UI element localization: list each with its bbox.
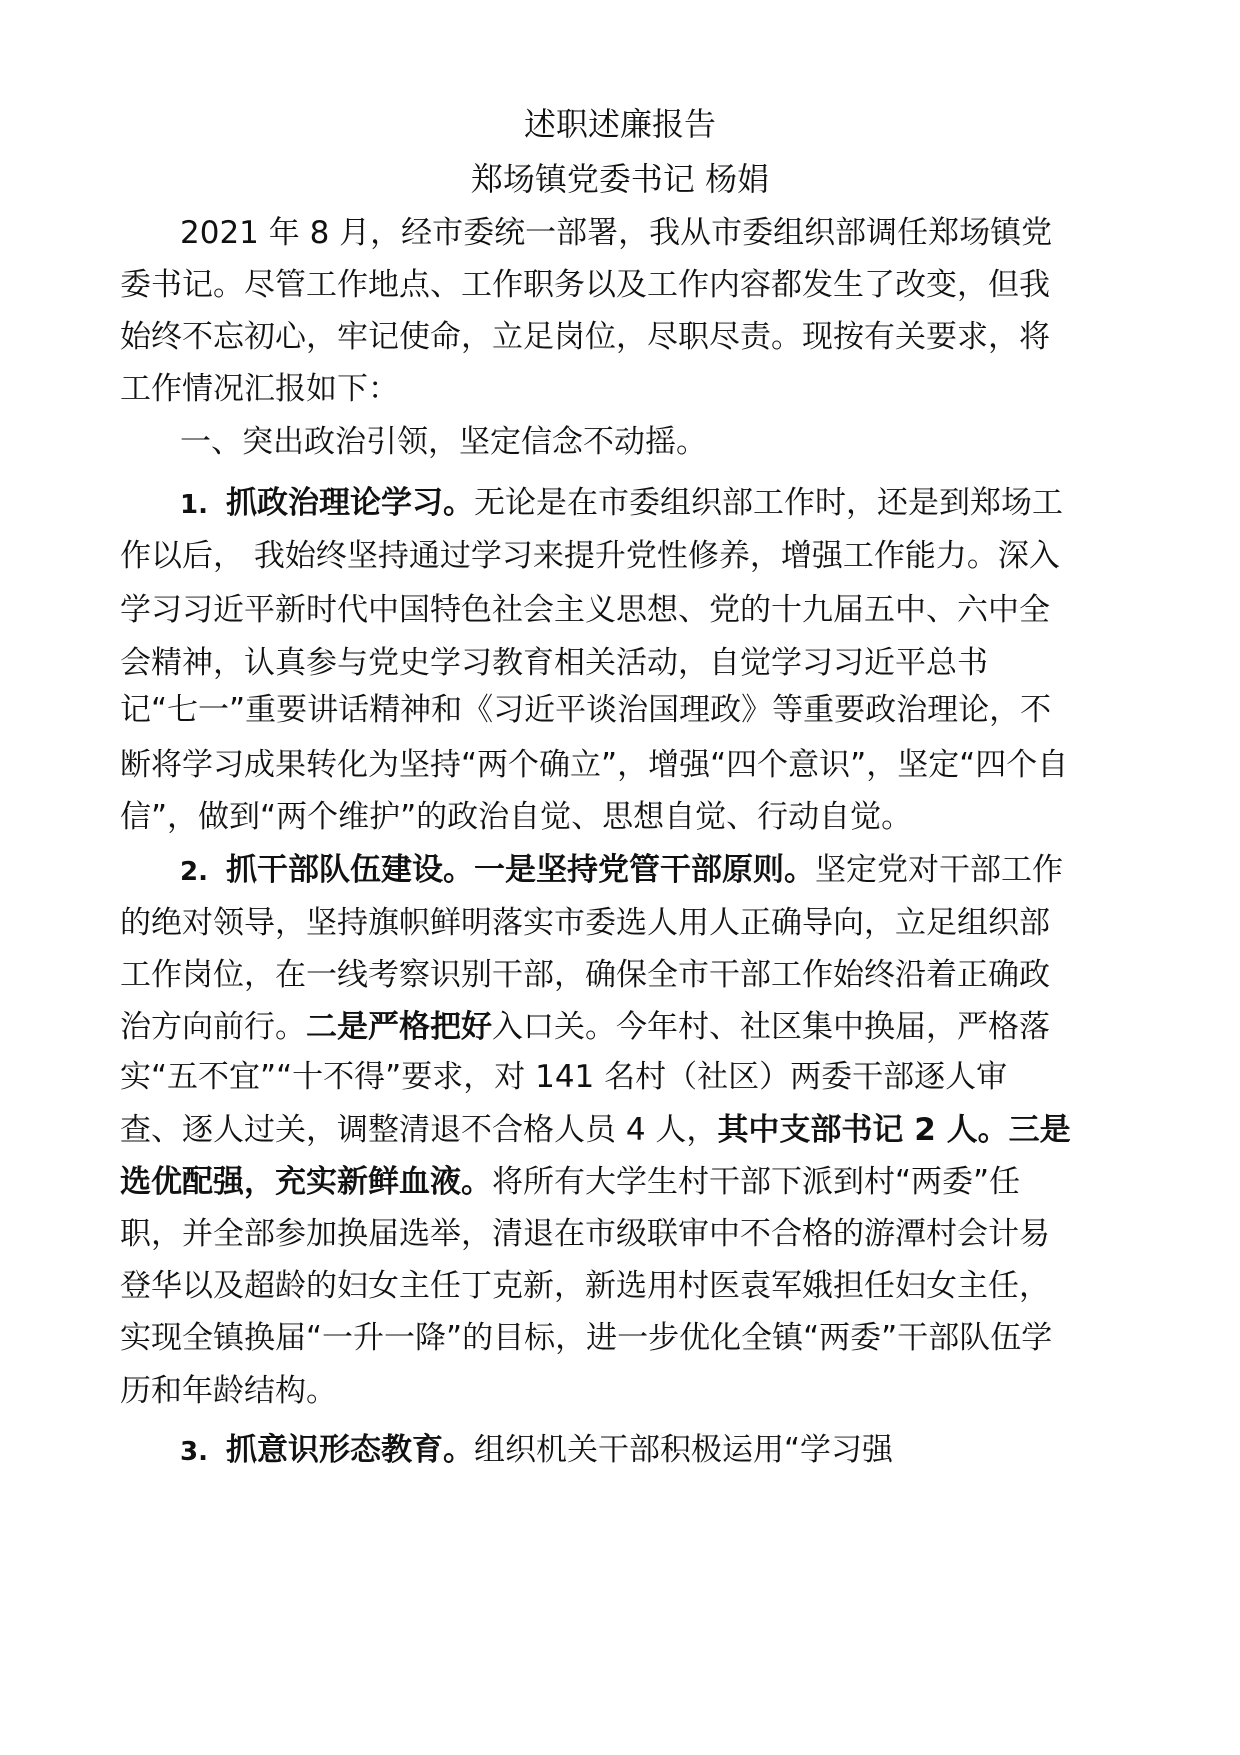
paragraph-line: 作以后， 我始终坚持通过学习来提升党性修养，增强工作能力。深入 <box>120 538 1060 574</box>
paragraph-line: 工作岗位，在一线考察识别干部，确保全市干部工作始终沿着正确政 <box>120 957 1050 993</box>
section-heading: 一、突出政治引领，坚定信念不动摇。 <box>180 424 707 460</box>
item-2-first-line <box>180 850 1063 892</box>
paragraph-line <box>120 1110 1071 1150</box>
paragraph-line <box>120 1162 1020 1202</box>
paragraph-line: 登华以及超龄的妇女主任丁克新，新选用村医袁军娥担任妇女主任， <box>120 1268 1050 1304</box>
text-run: 将所有大学生村干部下派到村“两委”任 <box>492 1164 1021 1200</box>
paragraph-line: 历和年龄结构。 <box>120 1373 337 1409</box>
paragraph-line: 记“七一”重要讲话精神和《习近平谈治国理政》等重要政治理论，不 <box>120 692 1052 728</box>
paragraph-line: 委书记。尽管工作地点、工作职务以及工作内容都发生了改变，但我 <box>120 267 1050 303</box>
item-subheading: 一是坚持党管干部原则。 <box>473 852 815 888</box>
item-number: 3. <box>180 1437 208 1467</box>
item-heading: 抓干部队伍建设。 <box>225 852 474 888</box>
paragraph-line: 信”，做到“两个维护”的政治自觉、思想自觉、行动自觉。 <box>120 799 913 835</box>
item-number: 1. <box>180 490 208 520</box>
item-heading: 抓意识形态教育。 <box>225 1432 474 1468</box>
item-1-first-line <box>180 483 1063 525</box>
bold-run: 二是严格把好 <box>306 1009 492 1045</box>
paragraph-line: 实“五不宜”“十不得”要求，对 141 名村（社区）两委干部逐人审 <box>120 1059 1008 1095</box>
paragraph-line: 学习习近平新时代中国特色社会主义思想、党的十九届五中、六中全 <box>120 592 1050 628</box>
item-3-first-line <box>180 1430 893 1472</box>
paragraph-line: 始终不忘初心，牢记使命，立足岗位，尽职尽责。现按有关要求，将 <box>120 319 1050 355</box>
paragraph-line: 的绝对领导，坚持旗帜鲜明落实市委选人用人正确导向，立足组织部 <box>120 905 1050 941</box>
item-text: 组织机关干部积极运用“学习强 <box>473 1432 894 1468</box>
text-run: 入口关。今年村、社区集中换届，严格落 <box>492 1009 1050 1045</box>
paragraph-line: 实现全镇换届“一升一降”的目标，进一步优化全镇“两委”干部队伍学 <box>120 1320 1053 1356</box>
paragraph-line: 断将学习成果转化为坚持“两个确立”，增强“四个意识”，坚定“四个自 <box>120 747 1069 783</box>
item-heading: 抓政治理论学习。 <box>225 485 474 521</box>
text-run: 治方向前行。 <box>120 1009 306 1045</box>
paragraph-line <box>120 1007 1050 1047</box>
item-text: 无论是在市委组织部工作时，还是到郑场工 <box>473 485 1063 521</box>
paragraph-line: 会精神，认真参与党史学习教育相关活动，自觉学习习近平总书 <box>120 645 988 681</box>
text-run: 查、逐人过关，调整清退不合格人员 4 人， <box>120 1112 718 1148</box>
paragraph-line: 职，并全部参加换届选举，清退在市级联审中不合格的游潭村会计易 <box>120 1216 1050 1252</box>
bold-run: 其中支部书记 2 人。三是 <box>717 1112 1071 1148</box>
paragraph-line: 工作情况汇报如下： <box>120 371 399 407</box>
document-subtitle: 郑场镇党委书记 杨娟 <box>470 160 770 198</box>
item-text: 坚定党对干部工作 <box>814 852 1063 888</box>
paragraph-line: 2021 年 8 月，经市委统一部署，我从市委组织部调任郑场镇党 <box>180 215 1053 251</box>
bold-run: 选优配强，充实新鲜血液。 <box>120 1164 492 1200</box>
document-title: 述职述廉报告 <box>523 105 716 143</box>
item-number: 2. <box>180 857 208 887</box>
